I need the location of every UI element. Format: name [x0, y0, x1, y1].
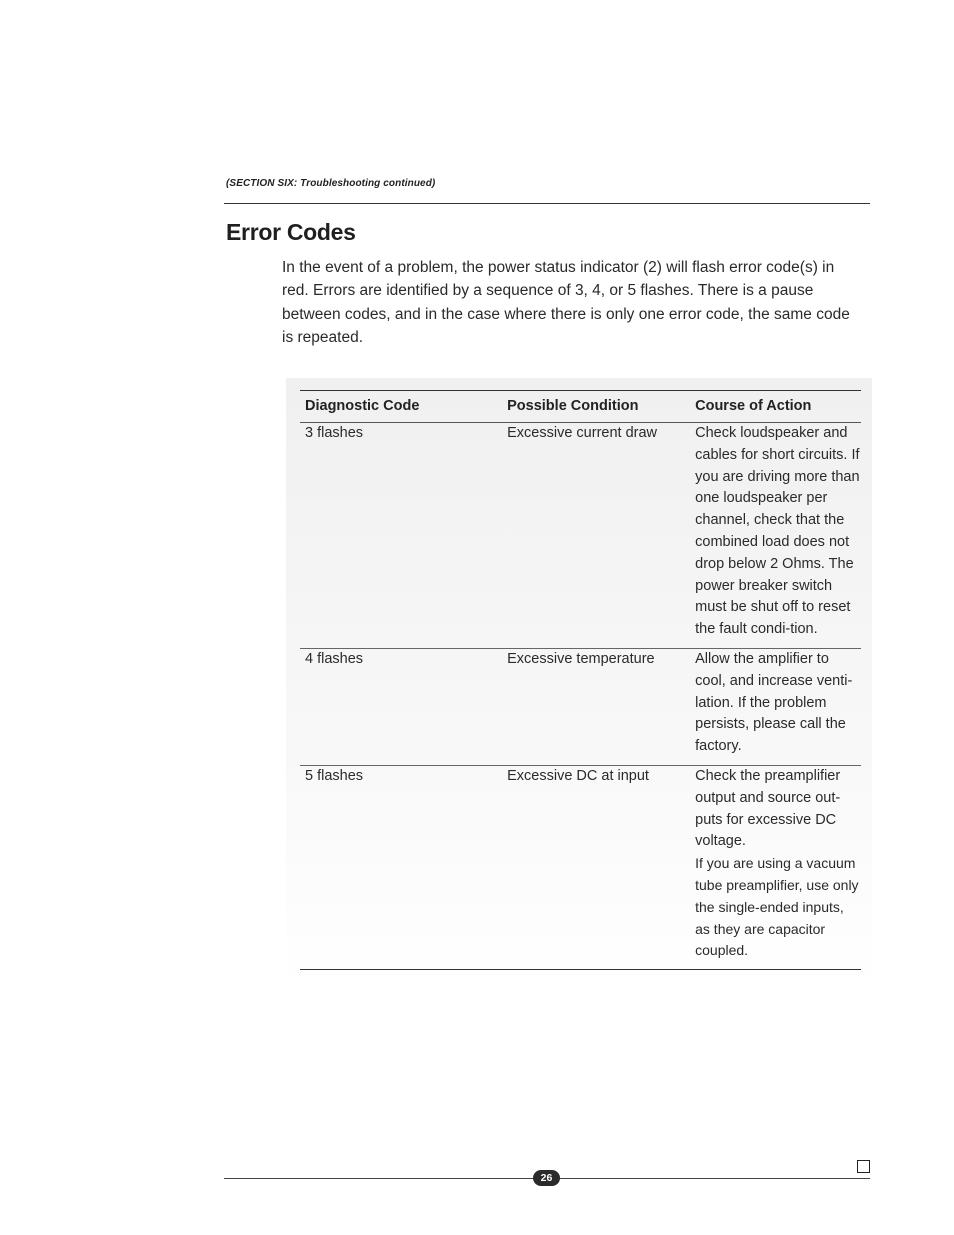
corner-square-icon: [857, 1160, 870, 1173]
page-title: Error Codes: [226, 219, 356, 245]
table-row: [300, 765, 861, 969]
intro-paragraph: In the event of a problem, the power status indicator (2) will flash error code(s) in red. Errors are identified by a sequence of 3, 4, or 5 flashes. There is a pause between codes, and in the case where there is only one error code, the same code is repeated.: [282, 259, 850, 346]
table-header-row: [300, 391, 861, 423]
top-divider: [224, 203, 870, 204]
error-codes-table: [300, 390, 861, 970]
diagnostic-code-cell: 5 flashes: [300, 765, 502, 969]
course-of-action-cell: Check loudspeaker and cables for short circuits. If you are driving more than one loudspeaker per channel, check that the combined load does not drop below 2 Ohms. The power breaker switch must be shut off to reset the fault condi-tion.: [690, 423, 861, 649]
table-row: [300, 423, 861, 649]
possible-condition-cell: Excessive DC at input: [502, 765, 690, 969]
section-header: (SECTION SIX: Troubleshooting continued): [226, 178, 436, 189]
header-course-of-action: Course of Action: [690, 391, 861, 423]
course-of-action-cell: Allow the amplifier to cool, and increase venti-lation. If the problem persists, please call the factory.: [690, 648, 861, 765]
possible-condition-cell: Excessive current draw: [502, 423, 690, 649]
course-of-action-text: Check the preamplifier output and source out-puts for excessive DC voltage.: [695, 767, 841, 850]
diagnostic-code-cell: 3 flashes: [300, 423, 502, 649]
table-row: [300, 648, 861, 765]
header-possible-condition: Possible Condition: [502, 391, 690, 423]
page-number-badge: 26: [533, 1170, 560, 1186]
header-diagnostic-code: Diagnostic Code: [300, 391, 502, 423]
diagnostic-code-cell: 4 flashes: [300, 648, 502, 765]
course-of-action-note: If you are using a vacuum tube preamplifier, use only the single-ended inputs, as they are capacitor coupled.: [695, 855, 859, 959]
course-of-action-cell: [690, 765, 861, 969]
possible-condition-cell: Excessive temperature: [502, 648, 690, 765]
